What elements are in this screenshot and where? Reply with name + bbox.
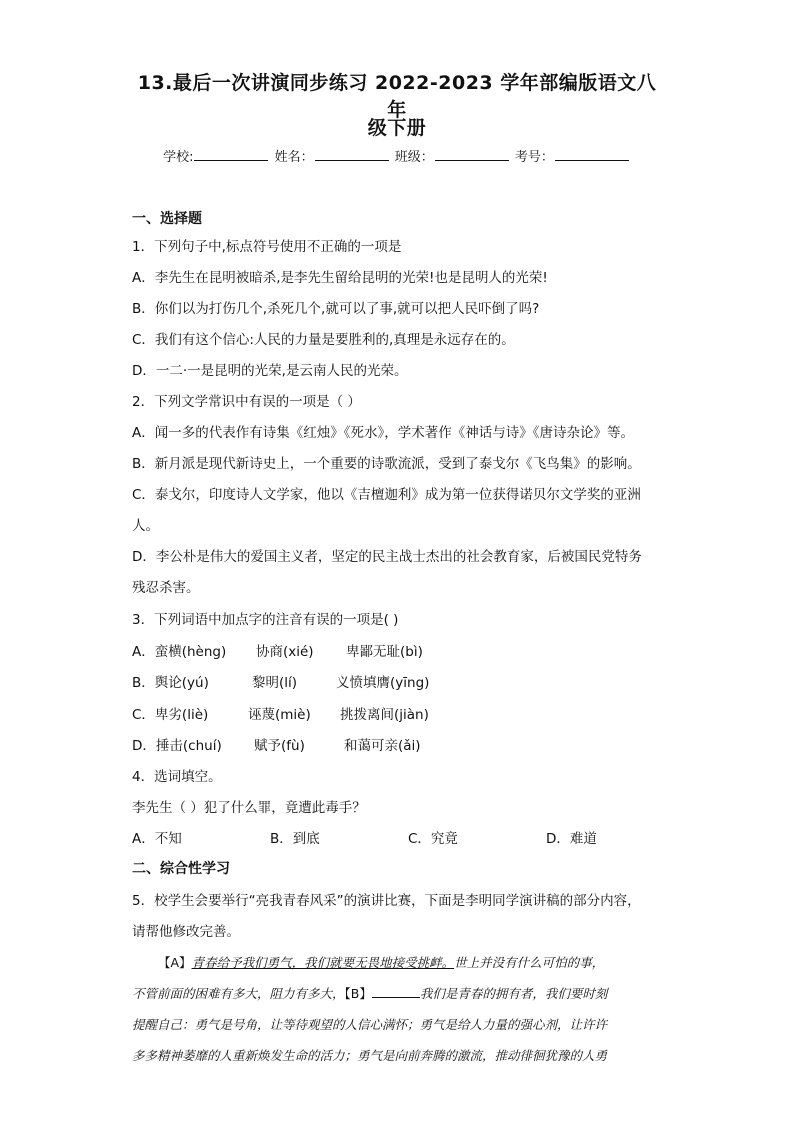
document-title-line2: 级下册 xyxy=(367,117,427,139)
option-c-word-3: 挑拨离间(jiàn) xyxy=(340,707,429,723)
number-label: 考号： xyxy=(514,150,554,165)
question-3-option-a xyxy=(132,640,423,660)
option-d-word-2: 赋予(fù) xyxy=(254,738,305,754)
passage-marker-b: 【B】 xyxy=(344,986,372,1001)
document-title-line1: 13.最后一次讲演同步练习 2022-2023 学年部编版语文八年 xyxy=(137,72,657,121)
question-4-sentence: 李先生（ ）犯了什么罪，竟遭此毒手？ xyxy=(132,800,366,816)
option-a-word-2: 协商(xié) xyxy=(256,644,314,660)
class-label: 班级： xyxy=(394,150,434,165)
option-b-word-1: B．舆论(yú) xyxy=(132,675,209,691)
section-heading-comprehensive: 二、综合性学习 xyxy=(132,861,230,877)
name-blank[interactable] xyxy=(315,148,389,161)
option-d-word-3: 和蔼可亲(ǎi) xyxy=(344,738,421,754)
number-blank[interactable] xyxy=(555,148,629,161)
question-4-option-b: B．到底 xyxy=(270,831,320,847)
question-5-stem-line1: 5．校学生会要举行“亮我青春风采”的演讲比赛，下面是李明同学演讲稿的部分内容， xyxy=(132,893,641,909)
passage-text-2: 不管前面的困难有多大，阻力有多大， xyxy=(132,986,345,1001)
passage-line-1 xyxy=(132,947,662,978)
option-b-word-2: 黎明(lí) xyxy=(252,675,298,691)
question-3-option-b xyxy=(132,671,429,691)
question-2-option-a: A．闻一多的代表作有诗集《红烛》《死水》，学术著作《神话与诗》《唐诗杂论》等。 xyxy=(132,425,634,441)
name-label: 姓名： xyxy=(274,150,314,165)
passage-underlined-sentence: 青春给予我们勇气，我们就要无畏地接受挑衅。 xyxy=(191,955,455,970)
question-5-stem-line2: 请帮他修改完善。 xyxy=(132,924,240,940)
option-b-word-3: 义愤填膺(yīng) xyxy=(336,675,430,691)
passage-blank-b[interactable] xyxy=(372,985,420,998)
option-d-word-1: D．捶击(chuí) xyxy=(132,738,222,754)
school-label: 学校: xyxy=(163,150,194,165)
question-2-option-c-line1: C．泰戈尔，印度诗人文学家，他以《吉檀迦利》成为第一位获得诺贝尔文学奖的亚洲 xyxy=(132,487,641,503)
question-2-option-b: B．新月派是现代新诗史上，一个重要的诗歌流派，受到了泰戈尔《飞鸟集》的影响。 xyxy=(132,456,641,472)
question-1-option-c: C．我们有这个信心:人民的力量是要胜利的,真理是永远存在的。 xyxy=(132,332,515,348)
question-1-option-d: D．一二·一是昆明的光荣,是云南人民的光荣。 xyxy=(132,363,408,379)
question-2-option-d-line1: D．李公朴是伟大的爱国主义者，坚定的民主战士杰出的社会教育家，后被国民党特务 xyxy=(132,549,642,565)
question-4-option-d: D．难道 xyxy=(546,831,597,847)
passage-text-3: 我们是青春的拥有者，我们要时刻 xyxy=(419,986,608,1001)
student-info-row xyxy=(0,146,794,165)
section-heading-choice: 一、选择题 xyxy=(132,211,202,227)
option-c-word-2: 诬蔑(miè) xyxy=(248,707,311,723)
passage-line-3: 提醒自己：勇气是号角，让等待观望的人信心满怀；勇气是给人力量的强心剂，让许许 xyxy=(132,1017,608,1032)
question-3-option-d xyxy=(132,734,421,754)
school-blank[interactable] xyxy=(194,148,268,161)
question-3-stem: 3．下列词语中加点字的注音有误的一项是( ) xyxy=(132,612,399,628)
question-2-option-c-line2: 人。 xyxy=(132,518,159,534)
option-a-word-1: A．蛮横(hèng) xyxy=(132,644,227,660)
passage-line-4: 多多精神萎靡的人重新焕发生命的活力；勇气是向前奔腾的激流，推动徘徊犹豫的人勇 xyxy=(132,1048,608,1063)
class-blank[interactable] xyxy=(435,148,509,161)
question-2-option-d-line2: 残忍杀害。 xyxy=(132,580,200,596)
question-4-stem: 4．选词填空。 xyxy=(132,769,222,785)
passage-line-2 xyxy=(132,978,662,1009)
option-c-word-1: C．卑劣(liè) xyxy=(132,707,209,723)
question-1-option-b: B．你们以为打伤几个,杀死几个,就可以了事,就可以把人民吓倒了吗? xyxy=(132,301,540,317)
question-1-stem: 1．下列句子中,标点符号使用不正确的一项是 xyxy=(132,239,402,255)
option-a-word-3: 卑鄙无耻(bì) xyxy=(346,644,423,660)
question-1-option-a: A．李先生在昆明被暗杀,是李先生留给昆明的光荣!也是昆明人的光荣! xyxy=(132,270,548,286)
passage-text-1: 世上并没有什么可怕的事， xyxy=(454,955,605,970)
passage-marker-a: 【A】 xyxy=(158,955,192,970)
question-4-option-a: A．不知 xyxy=(132,831,182,847)
question-2-stem: 2．下列文学常识中有误的一项是（ ） xyxy=(132,394,361,410)
question-4-option-c: C．究竟 xyxy=(408,831,458,847)
speech-passage xyxy=(132,947,662,1071)
question-3-option-c xyxy=(132,703,429,723)
question-4-options xyxy=(132,827,684,847)
